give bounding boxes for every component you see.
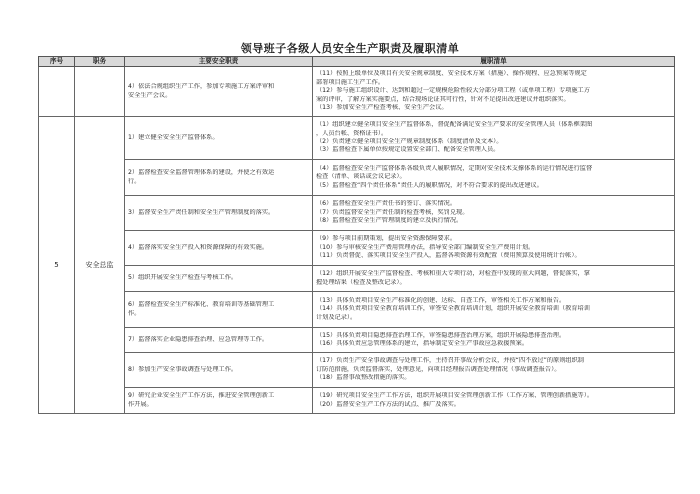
checklist-cell xyxy=(313,328,675,353)
prev-role-cell xyxy=(75,67,125,117)
duty-cell xyxy=(125,266,313,292)
checklist-cell xyxy=(313,160,675,196)
checklist-line: （13）具体负责项目安全生产标准化的创建、达标、自查工作，审签相关工作方案和报告。 xyxy=(316,296,566,304)
checklist-line: （12）参与施工组织设计、达到和超过一定规模危险性较大分部分项工程（或单项工程）专项施工方 xyxy=(316,87,590,95)
checklist-line: （5）监督检查“四个责任体系”责任人的履职情况，对不符合要求的提出改进建议。 xyxy=(316,181,543,189)
checklist-line: （18）监督事故整改措施的落实。 xyxy=(316,374,411,382)
checklist-line: （20）监督安全生产工作方法的试点、推广及落实。 xyxy=(316,400,460,408)
prev-index-cell xyxy=(39,67,75,117)
checklist-line: 案的评审，了解方案实施要点，结合现场论证其可行性，针对不足提出改进建议并组织落实。 xyxy=(316,95,570,103)
checklist-cell xyxy=(313,67,675,117)
table-row xyxy=(39,353,675,388)
duty-cell xyxy=(125,67,313,117)
duty-line: 4）监督落实安全生产投入和资源保障的有效实施。 xyxy=(128,243,269,251)
checklist-line: （12）组织开展安全生产监督检查、考核和重大专项行动，对检查中发现的重大问题，督促落实，掌 xyxy=(316,270,590,278)
checklist-line: （2）负责建立健全项目安全生产规章制度体系（制度清单及文本）。 xyxy=(316,138,503,145)
header-checklist: 履职清单 xyxy=(313,57,675,67)
checklist-line: 计划及记录）。 xyxy=(316,313,357,321)
duty-line: 作开展。 xyxy=(128,400,153,408)
checklist-cell xyxy=(313,117,675,160)
role-name: 安全总监 xyxy=(75,117,125,414)
checklist-line: （6）监督检查安全生产责任书的签订、落实情况。 xyxy=(316,200,457,208)
checklist-cell xyxy=(313,292,675,328)
checklist-line: （1）组织建立健全项目安全生产监督体系，督促配备满足安全生产要求的安全管理人员（体系框架图 xyxy=(316,121,593,129)
checklist-line: 部署项目施工生产工作。 xyxy=(316,78,385,86)
checklist-line: （8）监督检查安全生产管理制度的建立及执行情况。 xyxy=(316,217,463,225)
duty-line: 3）监督安全生产责任制和安全生产管理制度的落实。 xyxy=(128,208,275,216)
duty-cell xyxy=(125,328,313,353)
duty-cell xyxy=(125,292,313,328)
duty-table xyxy=(38,56,675,414)
duty-line: 7）监督落实企业隐患排查治理、应急管理等工作。 xyxy=(128,335,269,343)
checklist-cell xyxy=(313,266,675,292)
checklist-line: （10）参与审核安全生产费用管理办法，指导安全部门编制安全生产费用计划。 xyxy=(316,243,535,251)
table-row xyxy=(39,388,675,414)
table-row xyxy=(39,67,675,117)
duty-cell xyxy=(125,388,313,414)
checklist-line: （14）具体负责项目安全教育培训工作，审签安全教育培训计划，组织开展安全教育培训（教育培训 xyxy=(316,305,590,313)
table-row xyxy=(39,292,675,328)
row-number: 5 xyxy=(39,117,75,414)
duty-line: 作。 xyxy=(128,309,141,317)
checklist-cell xyxy=(313,388,675,414)
checklist-line: （9）参与项目前期策划，提出安全资源保障要求。 xyxy=(316,235,457,243)
duty-line: 4）依法合规组织生产工作，参加专项施工方案评审和 xyxy=(128,83,275,91)
checklist-cell xyxy=(313,231,675,266)
table-row xyxy=(39,196,675,231)
header-role: 职务 xyxy=(75,57,125,67)
checklist-line: 握处理结果（检查及整改记录）。 xyxy=(316,278,406,286)
checklist-line: （11）按照上级单位及项目有关安全规章制度、安全技术方案（措施）、操作规程、应急预案等规定 xyxy=(316,70,587,78)
checklist-line: （19）研究项目安全生产工作方法，组织开展项目安全管理创新工作（工作方案、管理创新措施等）。 xyxy=(316,392,594,400)
duty-line: 安全生产会议。 xyxy=(128,91,172,99)
duty-cell xyxy=(125,353,313,388)
duty-line: 2）监督检查安全监督管理体系的建设，并使之有效运 xyxy=(128,169,275,177)
duty-line: 5）组织开展安全生产检查与考核工作。 xyxy=(128,274,238,282)
checklist-line: ，人员台帐、资格证书）。 xyxy=(316,129,388,137)
duty-cell xyxy=(125,160,313,196)
duty-cell xyxy=(125,117,313,160)
header-index: 序号 xyxy=(39,57,75,67)
table-header-row xyxy=(39,57,675,67)
checklist-line: 检查（清单、谈话或会议记录）。 xyxy=(316,173,406,181)
checklist-line: （11）负责督促、落实项目安全生产投入，监督各项资源有效配置（费用预算及使用统计台帐）。 xyxy=(316,252,581,260)
duty-cell xyxy=(125,231,313,266)
table-row xyxy=(39,328,675,353)
duty-line: 6）监督检查安全生产标准化、教育培训等基础管理工 xyxy=(128,301,275,309)
duty-line: 行。 xyxy=(128,177,141,185)
table-row xyxy=(39,160,675,196)
checklist-line: （16）具体负责应急管理体系的建立，指导制定安全生产事故应急救援预案。 xyxy=(316,340,529,347)
header-duties: 主要安全职责 xyxy=(125,57,313,67)
checklist-line: （13）参加安全生产检查考核、安全生产会议。 xyxy=(316,104,448,112)
table-row xyxy=(39,231,675,266)
checklist-line: （7）负责监督安全生产责任制的检查考核，奖罚兑现。 xyxy=(316,208,469,216)
checklist-cell xyxy=(313,196,675,231)
duty-line: 8）参加生产安全事故调查与处理工作。 xyxy=(128,365,238,373)
checklist-cell xyxy=(313,353,675,388)
document-title: 领导班子各级人员安全生产职责及履职清单 xyxy=(240,42,460,55)
checklist-line: （3）监督检查下属单位按规定设置安全部门、配备安全管理人员。 xyxy=(316,146,500,154)
duty-line: 1）建立健全安全生产监督体系。 xyxy=(128,133,219,141)
table-row xyxy=(39,117,675,160)
duty-cell xyxy=(125,196,313,231)
duty-line: 9）研究企业安全生产工作方法，推进安全管理创新工 xyxy=(128,392,275,400)
table-row xyxy=(39,266,675,292)
checklist-line: （15）具体负责项目隐患排查治理工作，审签隐患排查治理方案，组织开展隐患排查治理。 xyxy=(316,331,566,339)
checklist-line: 订防范措施，负责监督落实，处理意见，向项目经理报告调查处理情况（事故调查报告）。 xyxy=(316,365,561,373)
checklist-line: （17）负责生产安全事故调查与处理工作，主持召开事故分析会议，并按“四不放过”的原则组织制 xyxy=(316,357,584,365)
checklist-line: （4）监督检查安全生产监督体系各级负责人履职情况，定期对安全技术支撑体系的运行情况进行监督 xyxy=(316,164,593,172)
